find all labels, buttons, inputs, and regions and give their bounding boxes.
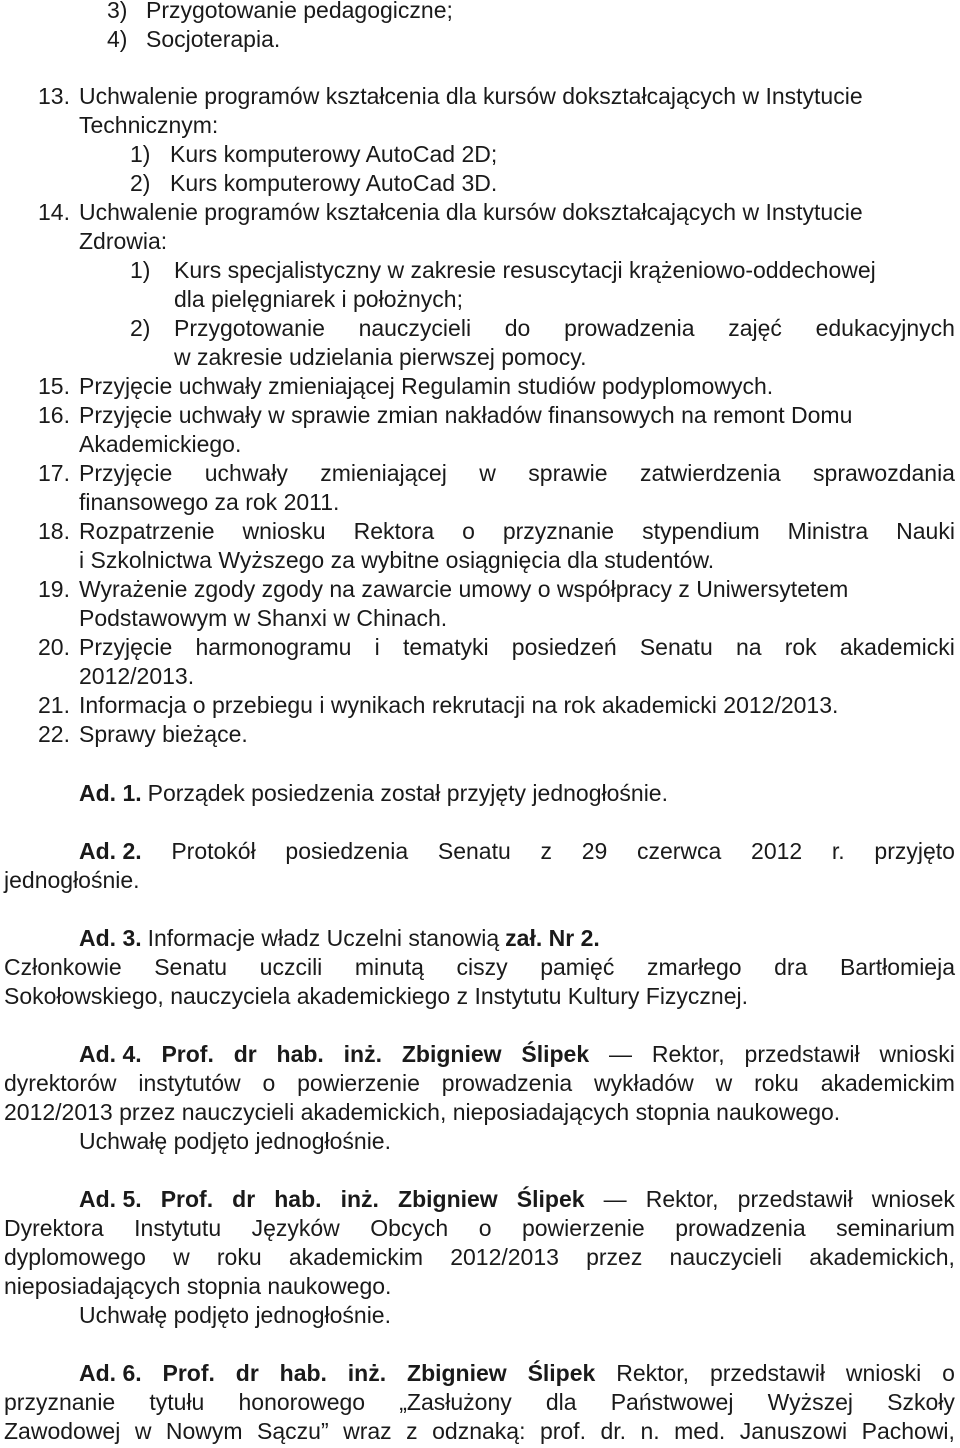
section-label: Ad. 2. xyxy=(79,838,142,864)
list-number: 1) xyxy=(130,257,151,283)
word: Prof. xyxy=(160,1186,214,1212)
word: zatwierdzenia xyxy=(639,460,781,486)
list-item-text: Zdrowia: xyxy=(79,228,168,254)
section-text: jednogłośnie. xyxy=(4,867,140,893)
word: zmieniającej xyxy=(320,460,447,486)
word: hab. xyxy=(279,1360,327,1386)
word: przez xyxy=(586,1244,643,1270)
word: zmarłego xyxy=(646,954,742,980)
list-number: 14. xyxy=(38,199,70,225)
word: wraz xyxy=(343,1418,392,1444)
word: Ministra xyxy=(787,518,869,544)
list-number: 3) xyxy=(107,0,128,23)
section-label: Ad. 6. xyxy=(79,1360,142,1386)
justified-line xyxy=(4,953,955,982)
word: Zbigniew xyxy=(401,1041,502,1067)
word: harmonogramu xyxy=(195,634,352,660)
word: med. xyxy=(674,1418,726,1444)
list-number: 22. xyxy=(38,721,70,747)
word: posiedzeń xyxy=(511,634,617,660)
word: wykładów xyxy=(594,1070,694,1096)
section-label: Ad. 1. xyxy=(79,780,142,806)
list-item-text: Wyrażenie zgody zgody na zawarcie umowy o współpracy z Uniwersytetem xyxy=(79,576,849,602)
word: Szkoły xyxy=(887,1389,955,1415)
word: prowadzenia xyxy=(675,1215,806,1241)
word: „Zasłużony xyxy=(399,1389,512,1415)
section-text: nieposiadających stopnia naukowego. xyxy=(4,1273,392,1299)
list-item-text: Akademickiego. xyxy=(79,431,242,457)
ad-1-paragraph xyxy=(79,779,668,808)
word: inż. xyxy=(347,1360,387,1386)
word: dr xyxy=(232,1186,256,1212)
word: dr. xyxy=(600,1418,627,1444)
word: 29 xyxy=(581,838,608,864)
list-item-text: w zakresie udzielania pierwszej pomocy. xyxy=(174,344,587,370)
justified-line xyxy=(4,1069,955,1098)
word: dra xyxy=(774,954,808,980)
word: Pachowi, xyxy=(861,1418,955,1444)
word: dyplomowego xyxy=(4,1244,146,1270)
word: do xyxy=(504,315,531,341)
word: dyrektorów xyxy=(4,1070,117,1096)
word: rok xyxy=(784,634,817,660)
word: pamięć xyxy=(540,954,615,980)
word: akademickim xyxy=(820,1070,955,1096)
justified-line xyxy=(79,459,955,488)
word: Przyjęcie xyxy=(79,634,173,660)
list-item-text: Przyjęcie uchwały w sprawie zmian nakładów finansowych na remont Domu xyxy=(79,402,853,428)
word: dla xyxy=(545,1389,577,1415)
word: wniosku xyxy=(242,518,326,544)
list-number: 20. xyxy=(38,634,70,660)
list-item-text: i Szkolnictwa Wyższego za wybitne osiągnięcia dla studentów. xyxy=(79,547,715,573)
word: seminarium xyxy=(836,1215,955,1241)
word: edukacyjnych xyxy=(815,315,955,341)
word: Obcych xyxy=(370,1215,449,1241)
list-item-text: Socjoterapia. xyxy=(146,26,281,52)
word: inż. xyxy=(343,1041,383,1067)
word: przyznanie xyxy=(4,1389,116,1415)
word: 2012/2013 xyxy=(450,1244,559,1270)
word: Języków xyxy=(251,1215,340,1241)
justified-line xyxy=(4,1214,955,1243)
ad-2-paragraph xyxy=(79,837,955,866)
word: o xyxy=(942,1360,955,1386)
word: wnioski xyxy=(879,1041,955,1067)
word: wniosek xyxy=(871,1186,955,1212)
section-label: Ad. 5. xyxy=(79,1186,142,1212)
list-item-text: Kurs komputerowy AutoCad 2D; xyxy=(170,141,498,167)
list-item-text: Przyjęcie uchwały zmieniającej Regulamin studiów podyplomowych. xyxy=(79,373,774,399)
word: Bartłomieja xyxy=(839,954,955,980)
list-number: 13. xyxy=(38,83,70,109)
word: hab. xyxy=(274,1186,322,1212)
resolution-result: Uchwałę podjęto jednogłośnie. xyxy=(79,1302,391,1328)
word: nauczycieli xyxy=(358,315,472,341)
list-number: 17. xyxy=(38,460,70,486)
word: prowadzenia xyxy=(441,1070,573,1096)
word: uchwały xyxy=(204,460,288,486)
word: inż. xyxy=(340,1186,379,1212)
word: Ślipek xyxy=(516,1186,585,1212)
list-number: 4) xyxy=(107,26,128,52)
word: i xyxy=(374,634,380,660)
word: n. xyxy=(640,1418,660,1444)
word: instytutów xyxy=(138,1070,241,1096)
list-item-text: Przygotowanie pedagogiczne; xyxy=(146,0,453,23)
justified-line xyxy=(4,1388,955,1417)
word: Senatu xyxy=(639,634,713,660)
word: prowadzenia xyxy=(564,315,695,341)
word: Senatu xyxy=(437,838,511,864)
word: akademickich, xyxy=(809,1244,955,1270)
list-number: 2) xyxy=(130,170,151,196)
word: wnioski xyxy=(845,1360,922,1386)
list-item-text: Informacja o przebiegu i wynikach rekrutacji na rok akademicki 2012/2013. xyxy=(79,692,839,718)
word: Przyjęcie xyxy=(79,460,173,486)
list-item-text: Uchwalenie programów kształcenia dla kursów dokształcających w Instytucie xyxy=(79,83,863,109)
word: Rektora xyxy=(353,518,435,544)
justified-line xyxy=(4,1243,955,1272)
word: dr xyxy=(235,1360,259,1386)
list-item-text: 2012/2013. xyxy=(79,663,195,689)
list-item-text: Sprawy bieżące. xyxy=(79,721,248,747)
list-number: 15. xyxy=(38,373,70,399)
word: honorowego xyxy=(238,1389,366,1415)
word: tematyki xyxy=(402,634,489,660)
attachment-reference: zał. Nr 2. xyxy=(505,925,600,951)
list-item-text: dla pielęgniarek i położnych; xyxy=(174,286,463,312)
word: Ślipek xyxy=(527,1360,596,1386)
word: Instytutu xyxy=(134,1215,222,1241)
word: o xyxy=(262,1070,276,1096)
word: Rozpatrzenie xyxy=(79,518,215,544)
word: Wyższej xyxy=(767,1389,854,1415)
list-item-text: Kurs specjalistyczny w zakresie resuscytacji krążeniowo-oddechowej xyxy=(174,257,876,283)
word: Przygotowanie xyxy=(174,315,325,341)
word: akademickim xyxy=(288,1244,424,1270)
section-label: Ad. 3. xyxy=(79,925,142,951)
word: uczcili xyxy=(259,954,323,980)
ad-5-paragraph xyxy=(79,1185,955,1214)
word: Rektor, xyxy=(651,1041,725,1067)
list-item-text: Kurs komputerowy AutoCad 3D. xyxy=(170,170,498,196)
section-text: Sokołowskiego, nauczyciela akademickiego z Instytutu Kultury Fizycznej. xyxy=(4,983,749,1009)
list-item-text: Podstawowym w Shanxi w Chinach. xyxy=(79,605,448,631)
word: stypendium xyxy=(642,518,760,544)
word: tytułu xyxy=(149,1389,205,1415)
word: Nauki xyxy=(896,518,955,544)
section-text: Porządek posiedzenia został przyjęty jednogłośnie. xyxy=(147,780,668,806)
word: akademicki xyxy=(839,634,955,660)
section-text: Informacje władz Uczelni stanowią xyxy=(147,925,500,951)
word: Zawodowej xyxy=(4,1418,121,1444)
word: odznaką: xyxy=(432,1418,526,1444)
word: w xyxy=(479,460,496,486)
list-number: 21. xyxy=(38,692,70,718)
resolution-result: Uchwałę podjęto jednogłośnie. xyxy=(79,1128,391,1154)
word: sprawie xyxy=(528,460,608,486)
word: Państwowej xyxy=(610,1389,734,1415)
list-number: 18. xyxy=(38,518,70,544)
list-item-text: finansowego za rok 2011. xyxy=(79,489,340,515)
word: Prof. xyxy=(161,1041,214,1067)
word: Rektor, xyxy=(616,1360,690,1386)
word: roku xyxy=(754,1070,799,1096)
word: w xyxy=(134,1418,152,1444)
list-item-text: Uchwalenie programów kształcenia dla kursów dokształcających w Instytucie xyxy=(79,199,863,225)
list-number: 16. xyxy=(38,402,70,428)
word: dr xyxy=(233,1041,257,1067)
word: Januszowi xyxy=(739,1418,848,1444)
word: nauczycieli xyxy=(669,1244,783,1270)
word: posiedzenia xyxy=(285,838,409,864)
word: powierzenie xyxy=(521,1215,645,1241)
justified-line xyxy=(4,1417,955,1446)
word: Prof. xyxy=(162,1360,215,1386)
word: Rektor, xyxy=(645,1186,719,1212)
word: z xyxy=(406,1418,418,1444)
word: w xyxy=(173,1244,190,1270)
word: przedstawił xyxy=(709,1360,825,1386)
justified-line xyxy=(79,633,955,662)
word: przyjęto xyxy=(874,838,955,864)
word: ciszy xyxy=(456,954,508,980)
word: Zbigniew xyxy=(407,1360,507,1386)
justified-line xyxy=(79,517,955,546)
word: prof. xyxy=(539,1418,586,1444)
word: powierzenie xyxy=(297,1070,420,1096)
word: — xyxy=(603,1186,627,1212)
ad-6-paragraph xyxy=(79,1359,955,1388)
word: przyznanie xyxy=(502,518,615,544)
word: Członkowie xyxy=(4,954,122,980)
word: o xyxy=(478,1215,492,1241)
word: Ślipek xyxy=(521,1041,590,1067)
section-text: 2012/2013 przez nauczycieli akademickich, nieposiadających stopnia naukowego. xyxy=(4,1099,841,1125)
word: czerwca xyxy=(636,838,722,864)
word: o xyxy=(462,518,475,544)
list-number: 19. xyxy=(38,576,70,602)
word: Dyrektora xyxy=(4,1215,104,1241)
word: przedstawił xyxy=(744,1041,860,1067)
ad-3-paragraph xyxy=(79,924,600,953)
word: r. xyxy=(831,838,845,864)
word: zajęć xyxy=(728,315,782,341)
word: minutą xyxy=(354,954,424,980)
word: roku xyxy=(216,1244,262,1270)
ad-4-paragraph xyxy=(79,1040,955,1069)
word: — xyxy=(608,1041,632,1067)
section-label: Ad. 4. xyxy=(79,1041,142,1067)
word: Sączu” xyxy=(257,1418,329,1444)
list-number: 1) xyxy=(130,141,151,167)
word: z xyxy=(540,838,552,864)
word: na xyxy=(735,634,762,660)
word: 2012 xyxy=(751,838,803,864)
word: hab. xyxy=(276,1041,324,1067)
word: sprawozdania xyxy=(813,460,955,486)
word: Senatu xyxy=(154,954,228,980)
list-item-text: Technicznym: xyxy=(79,112,219,138)
word: Protokół xyxy=(171,838,256,864)
word: przedstawił xyxy=(737,1186,853,1212)
word: Nowym xyxy=(165,1418,243,1444)
word: w xyxy=(715,1070,733,1096)
justified-line xyxy=(174,314,955,343)
word: Zbigniew xyxy=(398,1186,498,1212)
list-number: 2) xyxy=(130,315,151,341)
